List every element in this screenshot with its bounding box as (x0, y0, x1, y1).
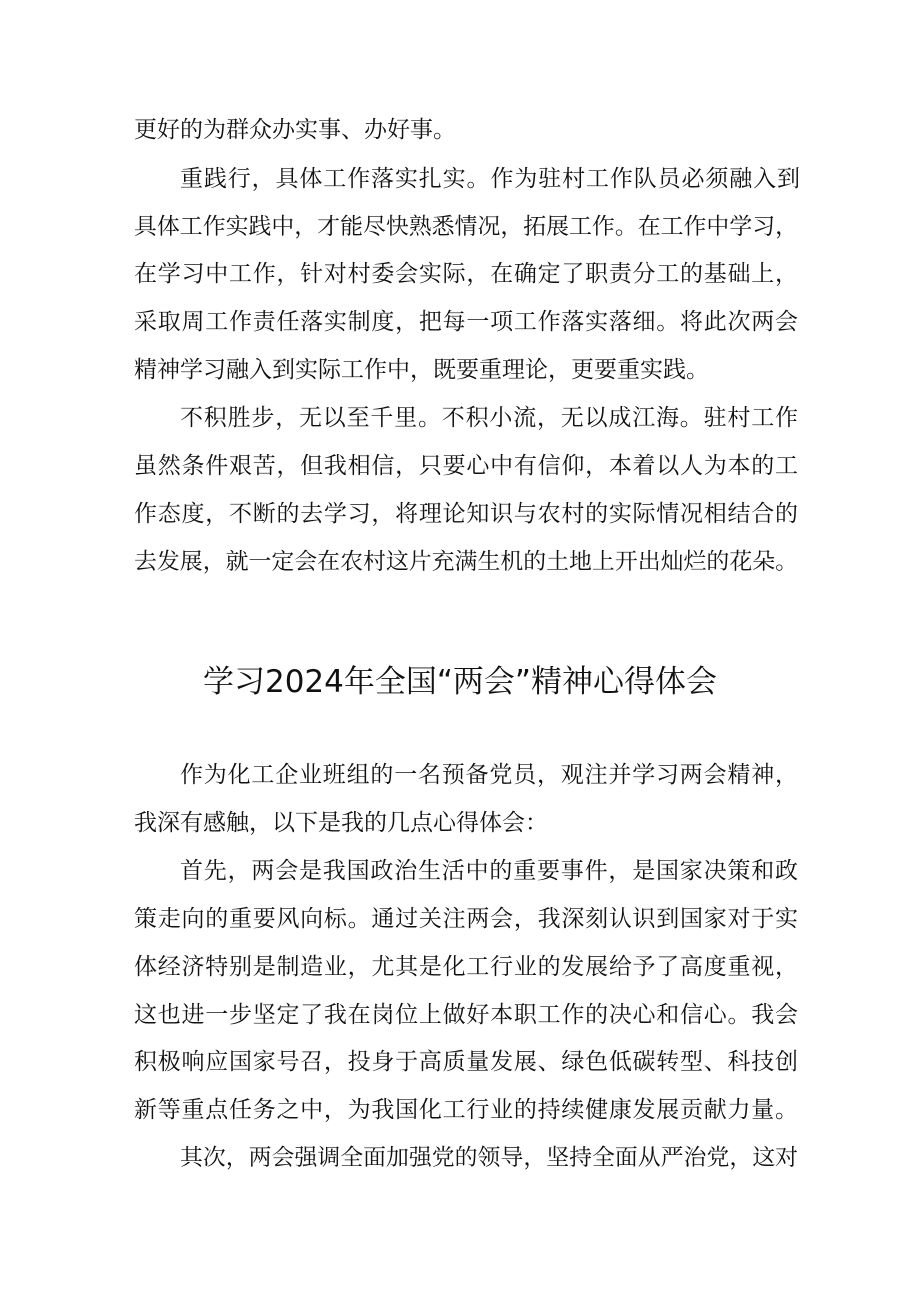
paragraph-line: 不积胜步，无以至千里。不积小流，无以成江海。驻村工作 (180, 405, 798, 431)
paragraph-line: 虽然条件艰苦，但我相信，只要心中有信仰，本着以人为本的工 (134, 453, 798, 479)
paragraph-line: 策走向的重要风向标。通过关注两会，我深刻认识到国家对于实 (134, 906, 798, 932)
paragraph-line: 首先，两会是我国政治生活中的重要事件，是国家决策和政 (180, 858, 798, 884)
paragraph-line: 在学习中工作，针对村委会实际，在确定了职责分工的基础上， (134, 261, 798, 287)
paragraph-line: 这也进一步坚定了我在岗位上做好本职工作的决心和信心。我会 (134, 1002, 798, 1028)
paragraph-line: 具体工作实践中，才能尽快熟悉情况，拓展工作。在工作中学习， (134, 214, 798, 240)
paragraph-line: 我深有感触，以下是我的几点心得体会： (134, 810, 548, 836)
paragraph-line: 作为化工企业班组的一名预备党员，观注并学习两会精神， (180, 762, 798, 788)
paragraph-line: 新等重点任务之中，为我国化工行业的持续健康发展贡献力量。 (134, 1097, 798, 1123)
paragraph-line: 其次，两会强调全面加强党的领导，坚持全面从严治党，这对 (180, 1145, 798, 1171)
paragraph-line: 精神学习融入到实际工作中，既要重理论，更要重实践。 (134, 357, 709, 383)
paragraph-line: 重践行，具体工作落实扎实。作为驻村工作队员必须融入到 (180, 166, 800, 192)
paragraph-line: 作态度，不断的去学习，将理论知识与农村的实际情况相结合的 (134, 501, 798, 527)
paragraph-line: 积极响应国家号召，投身于高质量发展、绿色低碳转型、科技创 (134, 1049, 798, 1075)
paragraph-line: 体经济特别是制造业，尤其是化工行业的发展给予了高度重视， (134, 954, 798, 980)
paragraph-line: 更好的为群众办实事、办好事。 (134, 117, 456, 143)
article-title: 学习2024年全国“两会”精神心得体会 (202, 664, 717, 700)
paragraph-line: 去发展，就一定会在农村这片充满生机的土地上开出灿烂的花朵。 (134, 549, 798, 575)
paragraph-line: 采取周工作责任落实制度，把每一项工作落实落细。将此次两会 (134, 309, 798, 335)
